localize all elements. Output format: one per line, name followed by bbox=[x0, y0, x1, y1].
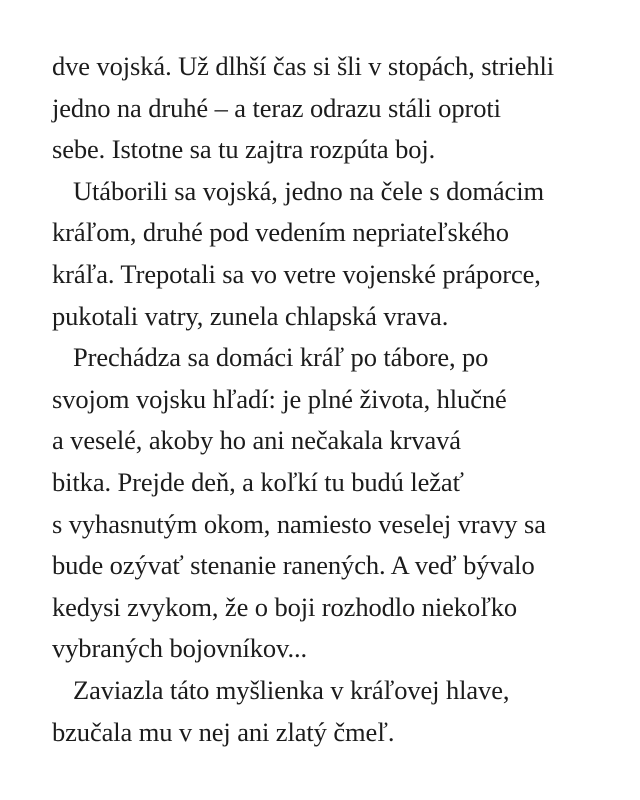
text-line: jedno na druhé – a teraz odrazu stáli oproti bbox=[52, 92, 501, 123]
text-line: bitka. Prejde deň, a koľkí tu budú ležať bbox=[52, 466, 464, 497]
text-line: sebe. Istotne sa tu zajtra rozpúta boj. bbox=[52, 134, 436, 165]
text-line: s vyhasnutým okom, namiesto veselej vravy sa bbox=[52, 508, 546, 539]
text-line: bude ozývať stenanie ranených. A veď bývalo bbox=[52, 550, 535, 581]
text-line: svojom vojsku hľadí: je plné života, hlučné bbox=[52, 383, 507, 414]
text-line: a veselé, akoby ho ani nečakala krvavá bbox=[52, 425, 461, 456]
paragraph-first-line: Prechádza sa domáci kráľ po tábore, po bbox=[73, 342, 489, 373]
text-line: dve vojská. Už dlhší čas si šli v stopách, striehli bbox=[52, 51, 555, 81]
paragraph-first-line: Zaviazla táto myšlienka v kráľovej hlave, bbox=[73, 674, 510, 705]
text-line: vybraných bojovníkov... bbox=[52, 633, 308, 664]
text-line: kedysi zvykom, že o boji rozhodlo niekoľko bbox=[52, 591, 518, 622]
body-text bbox=[52, 46, 612, 753]
text-line: pukotali vatry, zunela chlapská vrava. bbox=[52, 300, 449, 331]
text-line: kráľa. Trepotali sa vo vetre vojenské práporce, bbox=[52, 258, 541, 289]
paragraph-first-line: Utáborili sa vojská, jedno na čele s domácim bbox=[73, 175, 544, 206]
text-line: kráľom, druhé pod vedením nepriateľského bbox=[52, 217, 509, 248]
text-line: bzučala mu v nej ani zlatý čmeľ. bbox=[52, 716, 395, 747]
